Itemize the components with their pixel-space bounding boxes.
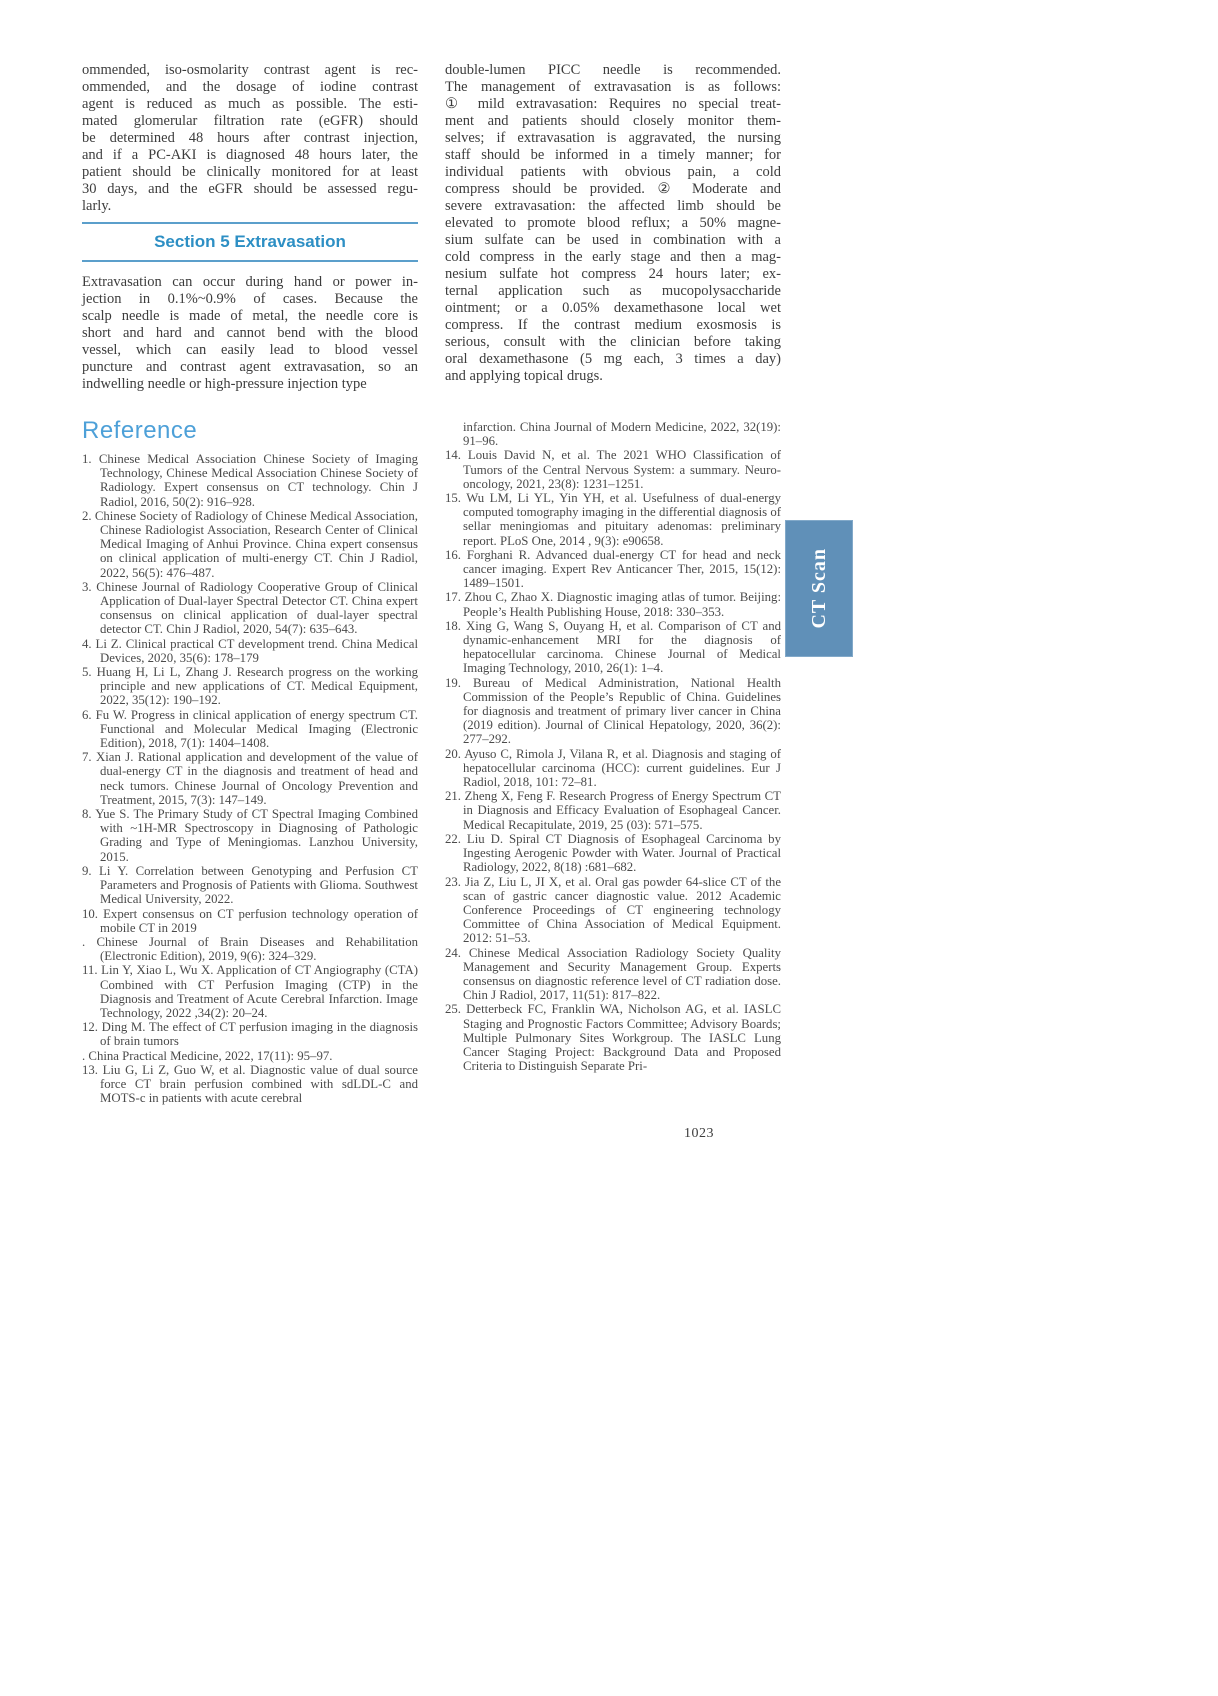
text-line: compress should be provided. ② Moderate and — [445, 181, 781, 197]
reference-number: 15. — [445, 491, 467, 506]
reference-text: Chinese Society of Radiology of Chinese Medical Association, Chinese Radiologist Association, Research Center of Clinical Medical Imaging of Anhui Province. China expert consensus on clinical application of multi-energy CT. Chin J Radiol, 2022, 56(5): 476–487. — [94, 508, 418, 580]
reference-text: Liu G, Li Z, Guo W, et al. Diagnostic value of dual source force CT brain perfusion combined with sdLDL-C and MOTS-c in patients with acute cerebral — [100, 1062, 418, 1106]
text-line: serious, consult with the clinician before taking — [445, 334, 781, 350]
reference-number: . — [82, 934, 97, 949]
reference-text: Chinese Medical Association Radiology Society Quality Management and Security Management Group. Experts consensus on diagnostic reference level of CT radiation dose. Chin J Radiol, 2017, 11(51): 817–822. — [463, 945, 781, 1003]
text-line: puncture and contrast agent extravasation, so an — [82, 359, 418, 375]
text-line: oral dexamethasone (5 mg each, 3 times a day) — [445, 351, 781, 367]
left-column — [82, 62, 418, 393]
reference-item — [445, 619, 781, 676]
text-line: larly. — [82, 198, 112, 214]
reference-list-left — [82, 452, 418, 1105]
text-line: elevated to promote blood reflux; a 50% magne- — [445, 215, 781, 231]
reference-item — [82, 864, 418, 907]
text-line: ommended, iso-osmolarity contrast agent is rec- — [82, 62, 418, 78]
reference-number: 8. — [82, 807, 96, 822]
reference-text: Chinese Journal of Brain Diseases and Rehabilitation (Electronic Edition), 2019, 9(6): 324–329. — [96, 934, 418, 964]
reference-number: . — [82, 1048, 89, 1063]
reference-number: 6. — [82, 707, 96, 722]
text-line: ommended, and the dosage of iodine contrast — [82, 79, 418, 95]
reference-text: Louis David N, et al. The 2021 WHO Classification of Tumors of the Central Nervous System: a summary. Neuro-oncology, 2021, 23(8): 1231–1251. — [463, 448, 781, 491]
reference-list-right — [445, 420, 781, 1073]
ct-scan-tab[interactable] — [785, 520, 853, 657]
text-line: selves; if extravasation is aggravated, the nursing — [445, 130, 781, 146]
reference-item — [82, 665, 418, 708]
text-line: individual patients with obvious pain, a cold — [445, 164, 781, 180]
reference-item — [82, 1063, 418, 1106]
text-line: sium sulfate can be used in combination with a — [445, 232, 781, 248]
reference-text: Lin Y, Xiao L, Wu X. Application of CT Angiography (CTA) Combined with CT Perfusion Imaging (CTP) in the Diagnosis and Treatment of Acute Cerebral Infarction. Image Technology, 2022 ,34(2): 20–24. — [100, 963, 418, 1020]
reference-item — [82, 750, 418, 807]
reference-text: Zhou C, Zhao X. Diagnostic imaging atlas of tumor. Beijing: People’s Health Publishing House, 2018: 330–353. — [463, 590, 781, 619]
reference-item — [445, 548, 781, 591]
text-line: double-lumen PICC needle is recommended. — [445, 62, 781, 78]
reference-text: Bureau of Medical Administration, National Health Commission of the People’s Republic of China. Guidelines for diagnosis and treatment of primary liver cancer in China (2019 edition). Journal of Clinical Hepatology, 2020, 36(2): 277–292. — [463, 675, 781, 747]
right-column — [445, 62, 781, 385]
text-line: severe extravasation: the affected limb should be — [445, 198, 781, 214]
reference-number: 20. — [445, 746, 465, 761]
paragraph-extravasation — [82, 274, 418, 393]
reference-item — [82, 509, 418, 580]
reference-item — [445, 832, 781, 875]
text-line: be determined 48 hours after contrast injection, — [82, 130, 418, 146]
text-line: ternal application such as mucopolysaccharide — [445, 283, 781, 299]
reference-number: 19. — [445, 675, 474, 690]
reference-number: 17. — [445, 590, 465, 605]
reference-item — [82, 963, 418, 1020]
reference-number: 7. — [82, 750, 96, 765]
reference-heading: Reference — [82, 417, 198, 444]
text-line: and if a PC-AKI is diagnosed 48 hours later, the — [82, 147, 418, 163]
reference-item — [445, 747, 781, 790]
text-line: scalp needle is made of metal, the needle core is — [82, 308, 418, 324]
paragraph-extravasation-management — [445, 62, 781, 385]
reference-number: 5. — [82, 665, 97, 680]
reference-text: Wu LM, Li YL, Yin YH, et al. Usefulness of dual-energy computed tomography imaging in the differential diagnosis of sellar meningiomas and pituitary adenomas: preliminary report. PLoS One, 2014 , 9(3): e90658. — [463, 491, 781, 548]
reference-item — [445, 420, 781, 448]
text-line: mated glomerular filtration rate (eGFR) should — [82, 113, 418, 129]
reference-number: 25. — [445, 1002, 467, 1017]
reference-number: 12. — [82, 1020, 102, 1035]
section-heading-block — [82, 222, 418, 262]
reference-item — [82, 907, 418, 935]
reference-text: Chinese Medical Association Chinese Society of Imaging Technology, Chinese Medical Association Chinese Society of Radiology. Expert consensus on CT technology. Chin J Radiol, 2016, 50(2): 916–928. — [98, 452, 418, 509]
reference-number: 22. — [445, 831, 467, 846]
section-rule-bottom — [82, 260, 418, 262]
reference-item — [82, 708, 418, 751]
reference-number: 18. — [445, 618, 466, 633]
reference-text: Forghani R. Advanced dual-energy CT for head and neck cancer imaging. Expert Rev Anticancer Ther, 2015, 15(12): 1489–1501. — [463, 547, 781, 591]
reference-item — [445, 789, 781, 832]
text-line: cold compress in the early stage and then a mag- — [445, 249, 781, 265]
text-line: nesium sulfate hot compress 24 hours later; ex- — [445, 266, 781, 282]
text-line: vessel, which can easily lead to blood vessel — [82, 342, 418, 358]
reference-item — [82, 580, 418, 637]
text-line: staff should be informed in a timely manner; for — [445, 147, 781, 163]
reference-item — [445, 590, 781, 618]
reference-text: Xian J. Rational application and development of the value of dual-energy CT in the diagnosis and treatment of head and neck tumors. Chinese Journal of Oncology Prevention and Treatment, 2015, 7(3): 147–149. — [96, 750, 419, 807]
reference-item — [82, 637, 418, 665]
reference-item — [82, 1049, 418, 1063]
reference-item — [445, 676, 781, 747]
reference-text: Ding M. The effect of CT perfusion imaging in the diagnosis of brain tumors — [100, 1020, 419, 1049]
reference-text: Expert consensus on CT perfusion technology operation of mobile CT in 2019 — [100, 906, 418, 935]
text-line: indwelling needle or high-pressure injection type — [82, 376, 367, 392]
reference-item — [82, 807, 418, 864]
paragraph-contrast-caution — [82, 62, 418, 215]
reference-number: 11. — [82, 963, 102, 978]
text-line: and applying topical drugs. — [445, 368, 603, 384]
reference-item — [445, 875, 781, 946]
reference-text: Ayuso C, Rimola J, Vilana R, et al. Diagnosis and staging of hepatocellular carcinoma (HCC): current guidelines. Eur J Radiol, 2018, 101: 72–81. — [463, 746, 781, 790]
reference-number: 2. — [82, 508, 95, 523]
reference-number: 4. — [82, 636, 96, 651]
text-line: ① mild extravasation: Requires no special treat- — [445, 96, 781, 112]
reference-text: Fu W. Progress in clinical application of energy spectrum CT. Functional and Molecular Medical Imaging (Electronic Edition), 2018, 7(1): 1404–1408. — [95, 707, 419, 751]
reference-number: 1. — [82, 452, 99, 466]
reference-text: infarction. China Journal of Modern Medicine, 2022, 32(19): 91–96. — [463, 420, 781, 449]
reference-item — [445, 946, 781, 1003]
reference-number: 13. — [82, 1062, 103, 1077]
reference-item — [82, 1020, 418, 1048]
reference-text: Li Y. Correlation between Genotyping and Perfusion CT Parameters and Prognosis of Patients with Glioma. Southwest Medical University, 2022. — [99, 863, 418, 907]
section-rule-top — [82, 222, 418, 224]
reference-number: 14. — [445, 448, 468, 463]
page-number: 1023 — [684, 1126, 714, 1141]
text-line: 30 days, and the eGFR should be assessed regu- — [82, 181, 418, 197]
text-line: short and hard and cannot bend with the blood — [82, 325, 418, 341]
text-line: patient should be clinically monitored for at least — [82, 164, 418, 180]
reference-number: 23. — [445, 874, 466, 889]
reference-text: Chinese Journal of Radiology Cooperative Group of Clinical Application of Dual-layer Spectral Detector CT. China expert consensus on clinical application of dual-layer spectral detector CT. Chin J Radiol, 2020, 54(7): 635–643. — [96, 579, 419, 637]
reference-text: China Practical Medicine, 2022, 17(11): 95–97. — [88, 1048, 333, 1063]
reference-text: Detterbeck FC, Franklin WA, Nicholson AG, et al. IASLC Staging and Prognostic Factors Committee; Advisory Boards; Multiple Pulmonary Sites Workgroup. The IASLC Lung Cancer Staging Project: Background Data and Proposed Criteria to Distinguish Separate Pri- — [463, 1002, 781, 1074]
reference-text: Xing G, Wang S, Ouyang H, et al. Comparison of CT and dynamic-enhancement MRI for the diagnosis of hepatocellular carcinoma. Chinese Journal of Medical Imaging Technology, 2010, 26(1): 1–4. — [463, 618, 781, 676]
reference-text: Huang H, Li L, Zhang J. Research progress on the working principle and new applications of CT. Medical Equipment, 2022, 35(12): 190–192. — [96, 665, 418, 708]
reference-item — [445, 448, 781, 491]
reference-text: Liu D. Spiral CT Diagnosis of Esophageal Carcinoma by Ingesting Aerogenic Powder with Water. Journal of Practical Radiology, 2022, 8(18) :681–682. — [463, 831, 781, 875]
text-line: compress. If the contrast medium exosmosis is — [445, 317, 781, 333]
ct-scan-tab-label: CT Scan — [807, 548, 830, 629]
reference-number: 9. — [82, 863, 100, 878]
reference-number: 3. — [82, 579, 97, 594]
reference-text: Jia Z, Liu L, JI X, et al. Oral gas powder 64-slice CT of the scan of gastric cancer diagnostic value. 2012 Academic Conference Proceedings of CT engineering technology Committee of China Association of Medical Equipment. 2012: 51–53. — [463, 874, 781, 946]
reference-number: 24. — [445, 945, 469, 960]
reference-number: 21. — [445, 789, 465, 804]
reference-text: Yue S. The Primary Study of CT Spectral Imaging Combined with ~1H-MR Spectroscopy in Diagnosing of Pathologic Grading and Type of Meningiomas. Lanzhou University, 2015. — [95, 807, 418, 864]
reference-item — [82, 935, 418, 963]
reference-item — [445, 1002, 781, 1073]
reference-text: Zheng X, Feng F. Research Progress of Energy Spectrum CT in Diagnosis and Efficacy Evaluation of Esophageal Cancer. Medical Recapitulate, 2019, 25 (03): 571–575. — [463, 789, 781, 832]
reference-number: 10. — [82, 906, 104, 921]
reference-item — [445, 491, 781, 548]
reference-item — [82, 452, 418, 509]
text-line: The management of extravasation is as follows: — [445, 79, 781, 95]
section-title: Section 5 Extravasation — [154, 232, 346, 251]
text-line: Extravasation can occur during hand or power in- — [82, 274, 418, 290]
reference-number: 16. — [445, 547, 467, 562]
reference-text: Li Z. Clinical practical CT development trend. China Medical Devices, 2020, 35(6): 178–179 — [95, 636, 418, 665]
text-line: jection in 0.1%~0.9% of cases. Because the — [82, 291, 418, 307]
text-line: ment and patients should closely monitor them- — [445, 113, 781, 129]
text-line: agent is reduced as much as possible. The esti- — [82, 96, 418, 112]
text-line: ointment; or a 0.05% dexamethasone local wet — [445, 300, 781, 316]
